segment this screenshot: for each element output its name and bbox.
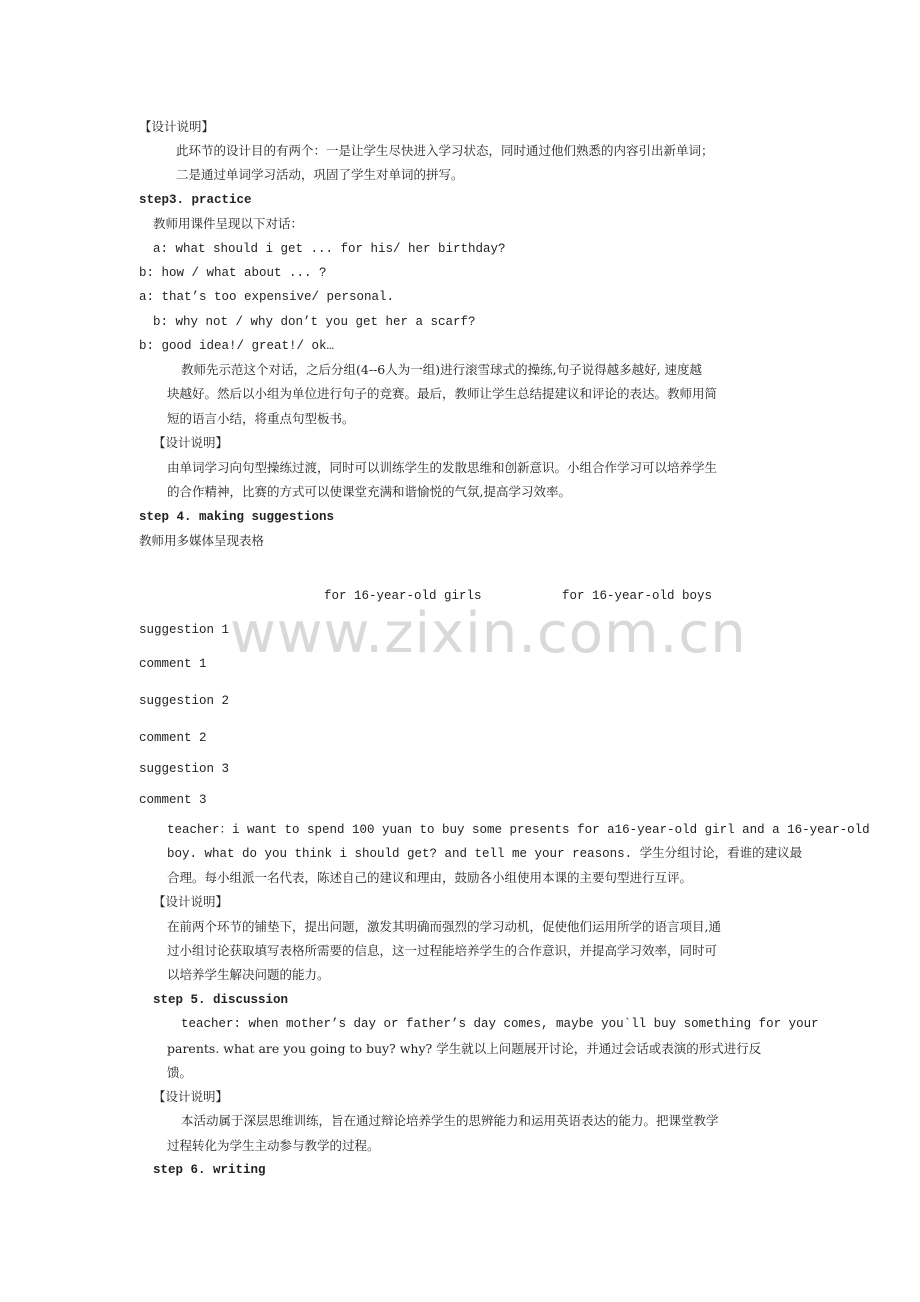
paragraph-line: 短的语言小结，将重点句型板书。 xyxy=(167,411,355,426)
step3-heading: step3. practice xyxy=(139,193,252,207)
table-row-label: comment 3 xyxy=(139,793,207,807)
dialog-line: a: what should i get ... for his/ her birthday? xyxy=(153,242,506,256)
paragraph-line: parents. what are you going to buy? why? 学生就以上问题展开讨论，并通过会话或表演的形式进行反 xyxy=(167,1041,762,1056)
table-row-label: suggestion 1 xyxy=(139,623,230,637)
table-row-label: suggestion 2 xyxy=(139,694,230,708)
dialog-line: a: that’s too expensive/ personal. xyxy=(139,290,395,304)
design-note-heading: 【设计说明】 xyxy=(153,1089,229,1104)
paragraph-line: 的合作精神，比赛的方式可以使课堂充满和谐愉悦的气氛,提高学习效率。 xyxy=(167,484,571,499)
paragraph-line: boy. what do you think i should get? and tell me your reasons. 学生分组讨论，看谁的建议最 xyxy=(167,847,803,861)
step5-heading: step 5. discussion xyxy=(153,993,289,1007)
paragraph-line: 馈。 xyxy=(167,1065,193,1080)
step6-heading: step 6. writing xyxy=(153,1163,266,1177)
paragraph-line: 二是通过单词学习活动，巩固了学生对单词的拼写。 xyxy=(176,167,464,182)
paragraph-line: 本活动属于深层思维训练，旨在通过辩论培养学生的思辨能力和运用英语表达的能力。把课堂教学 xyxy=(181,1113,719,1128)
paragraph-line: 过小组讨论获取填写表格所需要的信息，这一过程能培养学生的合作意识，并提高学习效率，同时可 xyxy=(167,943,718,958)
design-note-heading: 【设计说明】 xyxy=(139,119,215,134)
table-row-label: comment 1 xyxy=(139,657,207,671)
paragraph-line: 以培养学生解决问题的能力。 xyxy=(167,967,330,982)
design-note-heading: 【设计说明】 xyxy=(153,435,229,450)
table-row-label: suggestion 3 xyxy=(139,762,230,776)
paragraph-line: 由单词学习向句型操练过渡，同时可以训练学生的发散思维和创新意识。小组合作学习可以培养学生 xyxy=(167,460,718,475)
paragraph-line: teacher：i want to spend 100 yuan to buy some presents for a16-year-old girl and a 16-year-old xyxy=(167,823,870,837)
dialog-line: b: why not / why don’t you get her a scarf? xyxy=(153,315,476,329)
paragraph-line: 教师先示范这个对话，之后分组(4--6人为一组)进行滚雪球式的操练,句子说得越多越好, 速度越 xyxy=(181,362,703,377)
dialog-line: b: how / what about ... ? xyxy=(139,266,327,280)
paragraph-line: 块越好。然后以小组为单位进行句子的竞赛。最后，教师让学生总结提建议和评论的表达。教师用简 xyxy=(167,386,718,401)
watermark: www.zixin.com.cn xyxy=(230,601,747,666)
table-header-girls: for 16-year-old girls xyxy=(324,589,482,603)
dialog-line: b: good idea!/ great!/ ok… xyxy=(139,339,335,353)
paragraph-line: 此环节的设计目的有两个：一是让学生尽快进入学习状态，同时通过他们熟悉的内容引出新单词； xyxy=(176,143,714,158)
paragraph-line: 合理。每小组派一名代表，陈述自己的建议和理由，鼓励各小组使用本课的主要句型进行互评。 xyxy=(167,870,693,885)
paragraph-line: 教师用课件呈现以下对话： xyxy=(153,216,304,231)
table-header-boys: for 16-year-old boys xyxy=(562,589,713,603)
design-note-heading: 【设计说明】 xyxy=(153,894,229,909)
paragraph-line: 过程转化为学生主动参与教学的过程。 xyxy=(167,1138,380,1153)
table-row-label: comment 2 xyxy=(139,731,207,745)
paragraph-line: 在前两个环节的铺垫下，提出问题，激发其明确而强烈的学习动机，促使他们运用所学的语言项目,通 xyxy=(167,919,721,934)
paragraph-line: 教师用多媒体呈现表格 xyxy=(139,533,265,548)
step4-heading: step 4. making suggestions xyxy=(139,510,335,524)
paragraph-line: teacher: when mother’s day or father’s day comes, maybe you`ll buy something for your xyxy=(181,1017,819,1031)
